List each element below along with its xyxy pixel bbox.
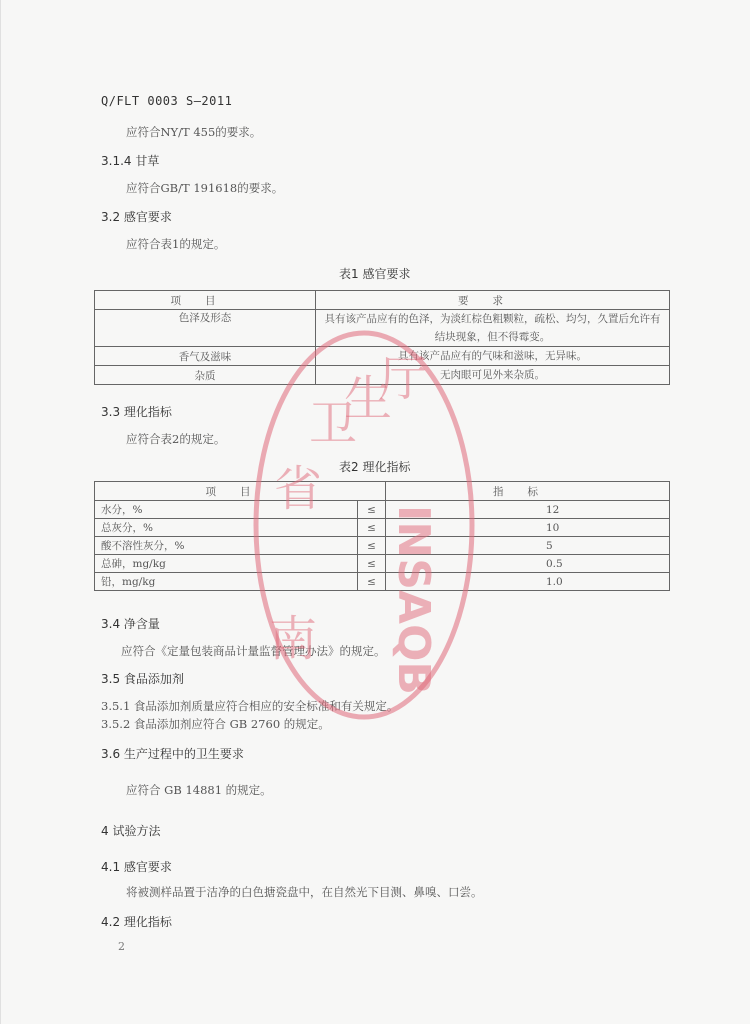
table-row (95, 366, 670, 385)
table-cell: 香气及滋味 (95, 347, 316, 366)
table-cell: 铅，mg/kg (95, 573, 358, 591)
section-heading: 3.1.4 甘草 (101, 154, 160, 168)
page-number: 2 (118, 940, 125, 953)
table-header-cell: 指标 (386, 482, 670, 501)
table-cell: 无肉眼可见外来杂质。 (316, 366, 670, 385)
table-row (95, 347, 670, 366)
table-cell: 5 (386, 537, 670, 555)
table-header-row (95, 482, 670, 501)
table-cell: ≤ (358, 555, 386, 573)
table-cell: 0.5 (386, 555, 670, 573)
table-cell-line: 结块现象，但不得霉变。 (434, 331, 551, 343)
table-cell: ≤ (358, 519, 386, 537)
table1-caption: 表1 感官要求 (339, 267, 411, 281)
paragraph: 3.5.2 食品添加剂应符合 GB 2760 的规定。 (101, 717, 330, 731)
table-cell: 总砷，mg/kg (95, 555, 358, 573)
table-row (95, 573, 670, 591)
paragraph: 将被测样品置于洁净的白色搪瓷盘中，在自然光下目测、鼻嗅、口尝。 (126, 885, 483, 899)
svg-text:生: 生 (344, 371, 393, 427)
svg-text:INSAQB: INSAQB (388, 505, 439, 695)
table-row (95, 555, 670, 573)
table-row (95, 310, 670, 347)
table2-caption: 表2 理化指标 (339, 460, 411, 474)
standard-number: Q/FLT 0003 S—2011 (101, 94, 233, 108)
table-row (95, 501, 670, 519)
paragraph: 3.5.1 食品添加剂质量应符合相应的安全标准和有关规定。 (101, 699, 399, 713)
table-cell: 10 (386, 519, 670, 537)
table-cell: ≤ (358, 573, 386, 591)
table-header-row (95, 291, 670, 310)
table-header-cell: 项目 (95, 482, 386, 501)
svg-text:南: 南 (269, 611, 318, 667)
table-cell: 总灰分，% (95, 519, 358, 537)
table-cell: ≤ (358, 537, 386, 555)
table-cell: ≤ (358, 501, 386, 519)
paragraph: 应符合表1的规定。 (126, 237, 226, 251)
table-header-cell: 要求 (316, 291, 670, 310)
svg-text:卫: 卫 (309, 396, 358, 452)
svg-text:省: 省 (274, 461, 323, 517)
section-heading: 4.1 感官要求 (101, 860, 172, 874)
section-heading: 4.2 理化指标 (101, 915, 172, 929)
table-cell: 杂质 (95, 366, 316, 385)
table-cell (316, 310, 670, 347)
paragraph: 应符合 GB 14881 的规定。 (126, 783, 272, 797)
section-heading: 3.3 理化指标 (101, 405, 172, 419)
section-heading: 3.6 生产过程中的卫生要求 (101, 747, 244, 761)
table-cell: 12 (386, 501, 670, 519)
section-heading: 3.5 食品添加剂 (101, 672, 184, 686)
paragraph: 应符合《定量包装商品计量监督管理办法》的规定。 (121, 644, 386, 658)
section-heading: 3.4 净含量 (101, 617, 160, 631)
table-cell: 具有该产品应有的气味和滋味，无异味。 (316, 347, 670, 366)
table-cell: 水分，% (95, 501, 358, 519)
paragraph: 应符合NY/T 455的要求。 (126, 125, 262, 139)
table-row (95, 519, 670, 537)
table-cell: 色泽及形态 (95, 310, 316, 347)
table-row (95, 537, 670, 555)
section-heading: 4 试验方法 (101, 824, 161, 838)
table-cell: 酸不溶性灰分，% (95, 537, 358, 555)
paragraph: 应符合表2的规定。 (126, 432, 226, 446)
sensory-requirements-table (94, 290, 670, 385)
table-cell-line: 具有该产品应有的色泽，为淡红棕色粗颗粒，疏松、均匀，久置后允许有 (324, 313, 661, 325)
svg-text:厅: 厅 (379, 351, 428, 407)
physicochemical-indicators-table (94, 481, 670, 591)
table-cell: 1.0 (386, 573, 670, 591)
paragraph: 应符合GB/T 191618的要求。 (126, 181, 284, 195)
section-heading: 3.2 感官要求 (101, 210, 172, 224)
table-header-cell: 项目 (95, 291, 316, 310)
